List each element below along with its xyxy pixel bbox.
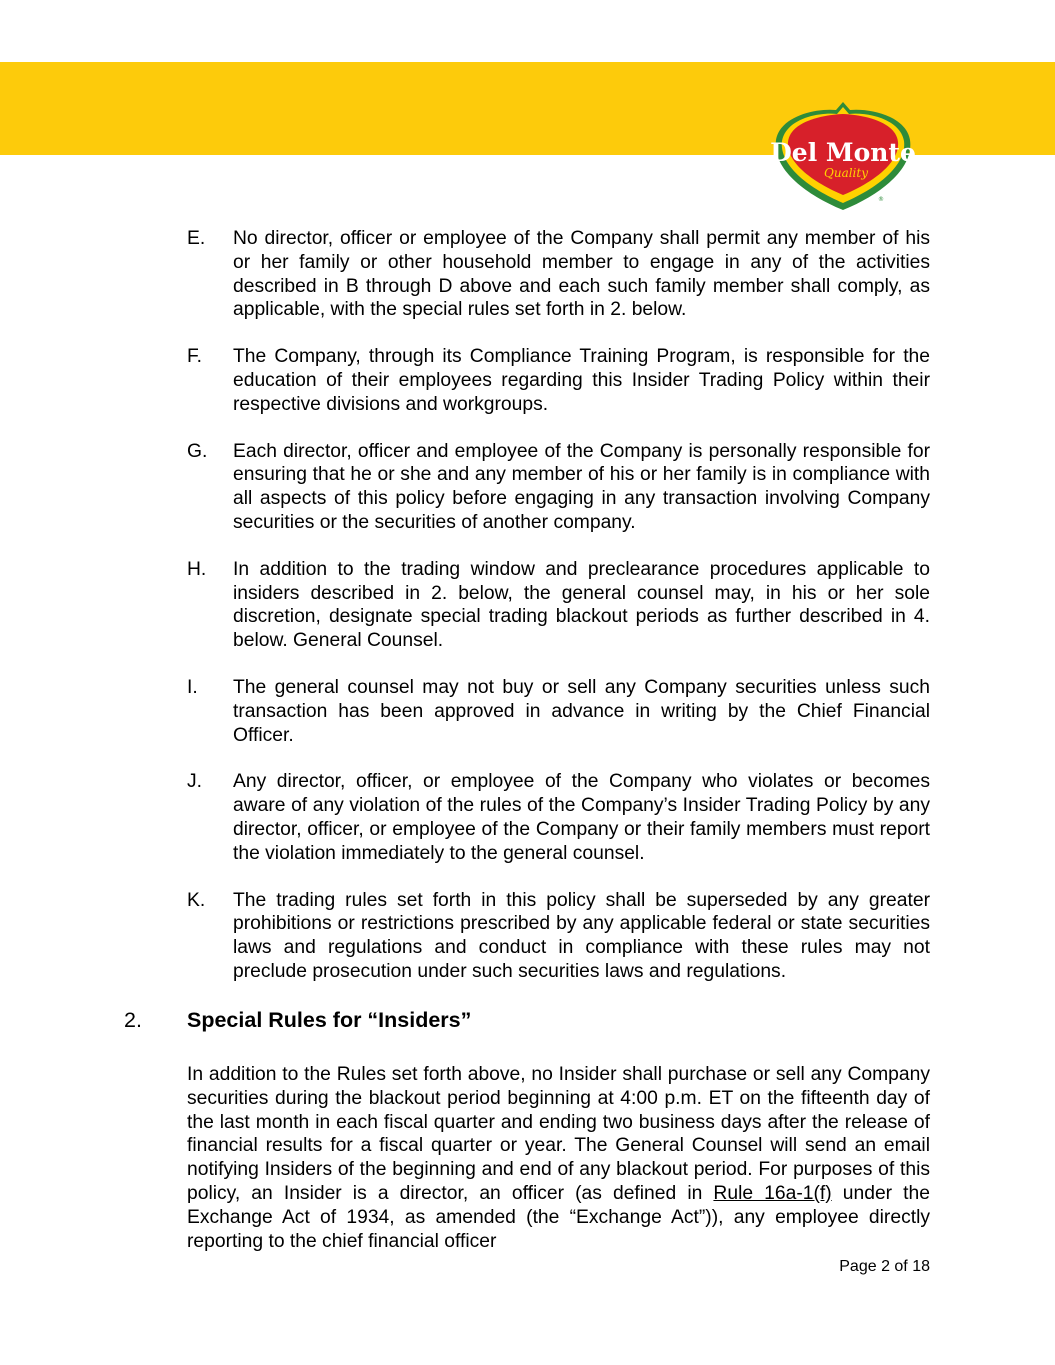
item-letter: F. [187, 346, 202, 368]
item-text: Any director, officer, or employee of the Company who violates or becomes aware of any violation of the rules of the Company’s Insider Trading Policy by any director, officer, or employee of the Company or their family members must report the violation immediately to the general counsel. [233, 771, 930, 864]
item-text: The general counsel may not buy or sell any Company securities unless such transaction has been approved in advance in writing by the Chief Financial Officer. [233, 676, 930, 746]
item-text: In addition to the trading window and preclearance procedures applicable to insiders described in 2. below, the general counsel may, in his or her sole discretion, designate special trading blackout periods as further described in 4. below. General Counsel. [233, 558, 930, 652]
logo-tagline: Quality [824, 166, 868, 180]
section-number: 2. [124, 1008, 142, 1032]
page-number: Page 2 of 18 [839, 1258, 930, 1275]
item-letter: I. [187, 676, 198, 698]
item-letter: K. [187, 889, 206, 911]
item-text: The Company, through its Compliance Training Program, is responsible for the education of their employees regarding this Insider Trading Policy within their respective divisions and workgroups. [233, 346, 930, 415]
item-letter: J. [187, 771, 202, 793]
rule-16a-1f-link[interactable]: Rule 16a-1(f) [713, 1182, 832, 1204]
del-monte-logo [770, 98, 916, 214]
registered-mark: ® [878, 196, 884, 203]
policy-item-j [187, 770, 930, 865]
policy-item-e [187, 227, 930, 322]
section-paragraph [187, 1063, 930, 1253]
section-title: Special Rules for “Insiders” [187, 1008, 472, 1032]
policy-item-h [187, 558, 930, 653]
paragraph-text-start: In addition to the Rules set forth above, no Insider shall purchase or sell any Company securities during the blackout period beginning at 4:00 p.m. ET on the fifteenth day of the last month in each fiscal quarter and ending two business days after the release of financial results for a fiscal quarter or year. The General Counsel will send an email notifying Insiders of the beginning and end of any blackout period. For purposes of this policy, an Insider is a director, an officer (as defined in [187, 1064, 930, 1204]
item-letter: E. [187, 228, 206, 249]
item-letter: H. [187, 558, 207, 580]
paragraph-text-end: under the Exchange Act of 1934, as amended (the “Exchange Act”)), any employee directly reporting to the chief financial officer [187, 1182, 930, 1252]
policy-item-i [187, 676, 930, 747]
item-text: Each director, officer and employee of the Company is personally responsible for ensuring that he or she and any member of his or her family is in compliance with all aspects of this policy before engaging in any transaction involving Company securities or the securities of another company. [233, 440, 930, 533]
item-text: The trading rules set forth in this policy shall be superseded by any greater prohibitions or restrictions prescribed by any applicable federal or state securities laws and regulations and conduct in compliance with these rules may not preclude prosecution under such securities laws and regulations. [233, 889, 930, 982]
section-heading [124, 1008, 471, 1033]
policy-item-g [187, 440, 930, 535]
policy-items [187, 227, 930, 1007]
policy-item-f [187, 345, 930, 416]
item-letter: G. [187, 440, 208, 462]
item-text: No director, officer or employee of the Company shall permit any member of his or her family or other household member to engage in any of the activities described in B through D above and each such family member shall comply, as applicable, with the special rules set forth in 2. below. [233, 228, 930, 321]
logo-wordmark: Del Monte [770, 138, 916, 167]
policy-item-k [187, 889, 930, 984]
